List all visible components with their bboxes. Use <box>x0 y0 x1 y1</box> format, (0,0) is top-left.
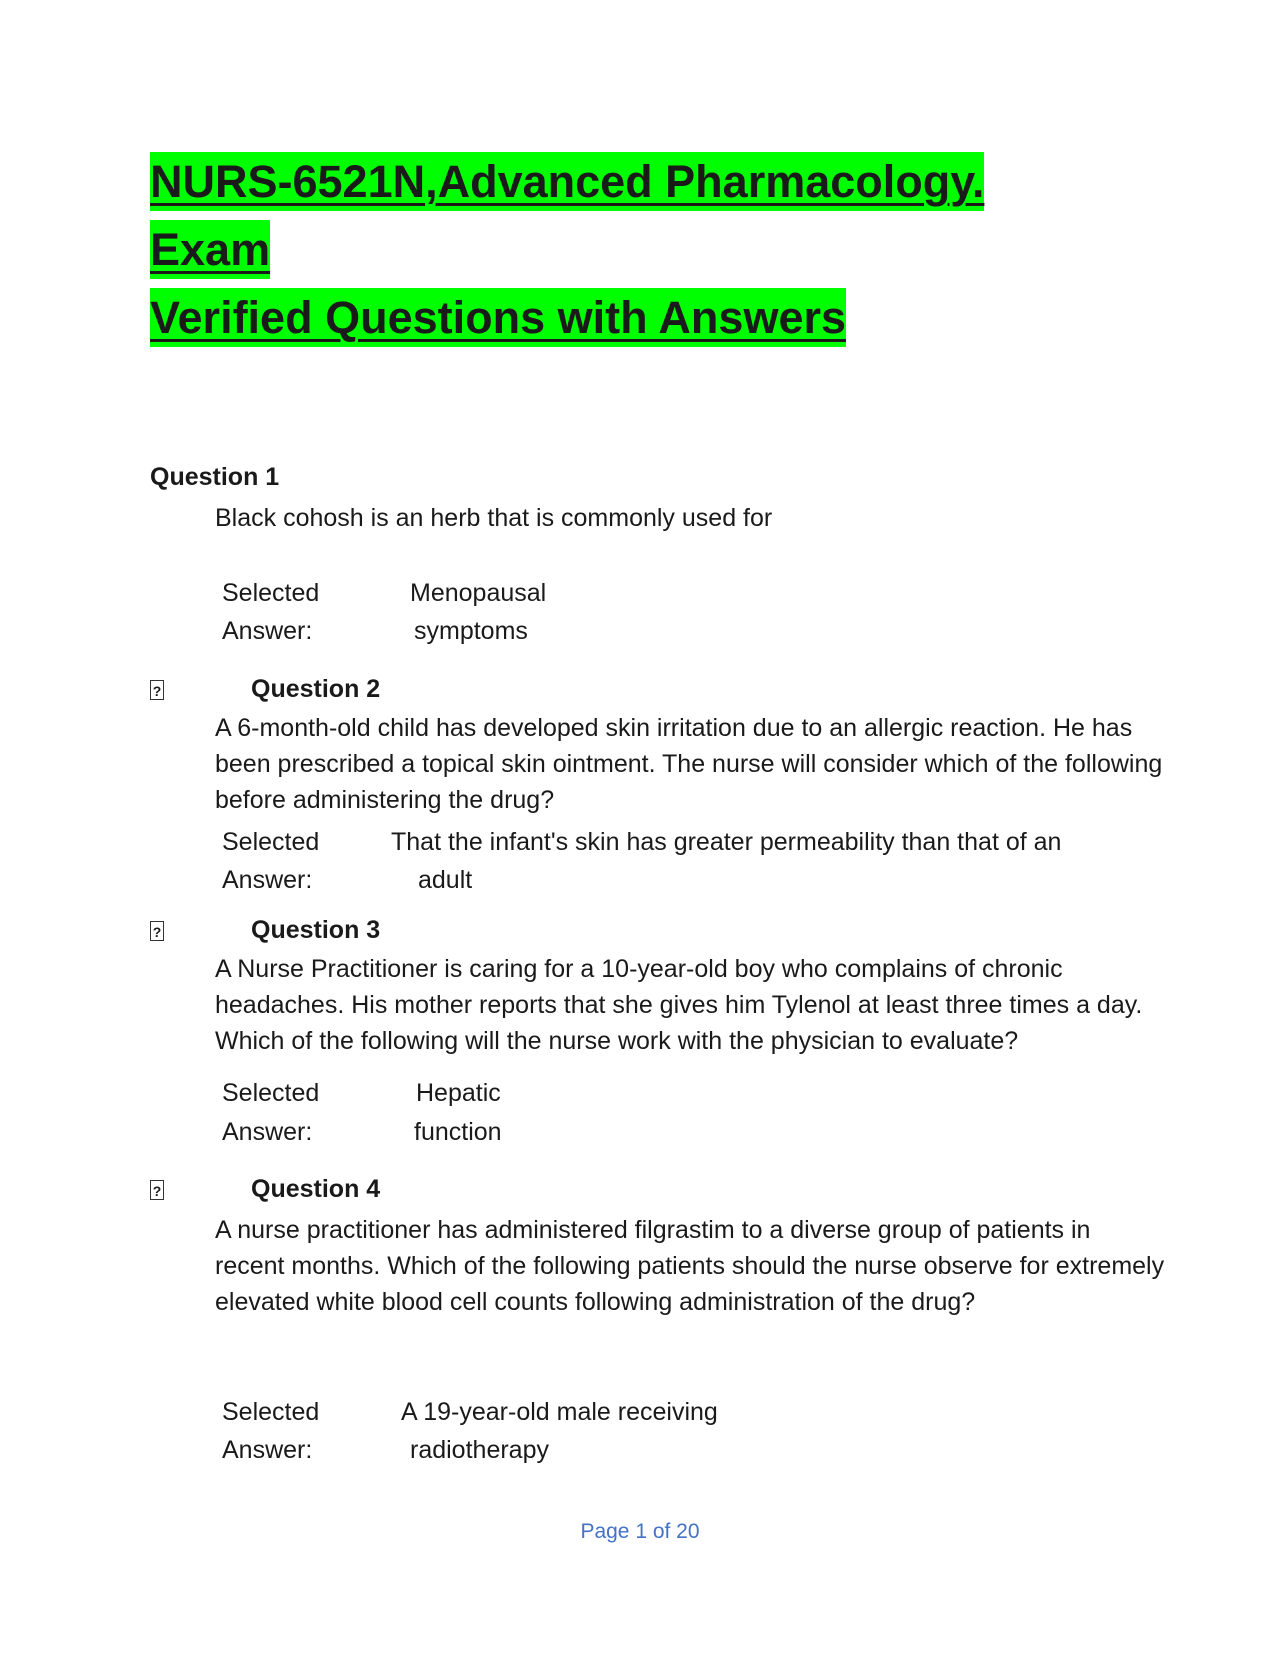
question-4-text: A nurse practitioner has administered filgrastim to a diverse group of patients in recent months. Which of the following patients should the nurse observe for extremely elevated white blood cell counts following administration of the drug? <box>215 1216 1165 1316</box>
question-1-heading: Question 1 <box>150 463 280 491</box>
question-4-answer-label-1: Selected <box>222 1398 320 1426</box>
question-4-answer-label-2: Answer: <box>222 1436 313 1464</box>
question-3-heading: Question 3 <box>251 916 381 944</box>
question-4-heading: Question 4 <box>251 1175 381 1203</box>
question-4-answer-line-1: A 19-year-old male receiving <box>401 1398 718 1426</box>
page-number: Page 1 of 20 <box>580 1520 700 1543</box>
question-4-marker-icon: ? <box>150 1180 164 1200</box>
document-title-line-2: Verified Questions with Answers <box>150 288 846 347</box>
question-3-answer-label-1: Selected <box>222 1079 320 1107</box>
question-3-answer-line-1: Hepatic <box>416 1079 501 1107</box>
question-2-answer-line-1: That the infant's skin has greater permeability than that of an <box>391 828 1062 856</box>
question-2-answer-label-1: Selected <box>222 828 320 856</box>
document-title <box>150 148 1110 352</box>
question-2-heading: Question 2 <box>251 675 381 703</box>
question-3-marker-icon: ? <box>150 921 164 941</box>
question-3-answer-label-2: Answer: <box>222 1118 313 1146</box>
question-3-text: A Nurse Practitioner is caring for a 10-year-old boy who complains of chronic headaches. His mother reports that she gives him Tylenol at least three times a day. Which of the following will the nurse work with the physician to evaluate? <box>215 955 1143 1055</box>
question-1-answer-line-1: Menopausal <box>410 579 547 607</box>
question-3-answer-line-2: function <box>414 1118 502 1146</box>
question-1-answer-label-1: Selected <box>222 579 320 607</box>
question-1-text: Black cohosh is an herb that is commonly used for <box>215 504 773 532</box>
question-2-text: A 6-month-old child has developed skin irritation due to an allergic reaction. He has been prescribed a topical skin ointment. The nurse will consider which of the following before administering the drug? <box>215 714 1163 814</box>
question-1-answer-line-2: symptoms <box>414 617 528 645</box>
question-2-marker-icon: ? <box>150 680 164 700</box>
question-1-answer-label-2: Answer: <box>222 617 313 645</box>
question-4-answer-line-2: radiotherapy <box>410 1436 549 1464</box>
document-title-line-1: NURS-6521N,Advanced Pharmacology. Exam <box>150 152 984 279</box>
question-2-answer-line-2: adult <box>418 866 473 894</box>
question-2-answer-label-2: Answer: <box>222 866 313 894</box>
